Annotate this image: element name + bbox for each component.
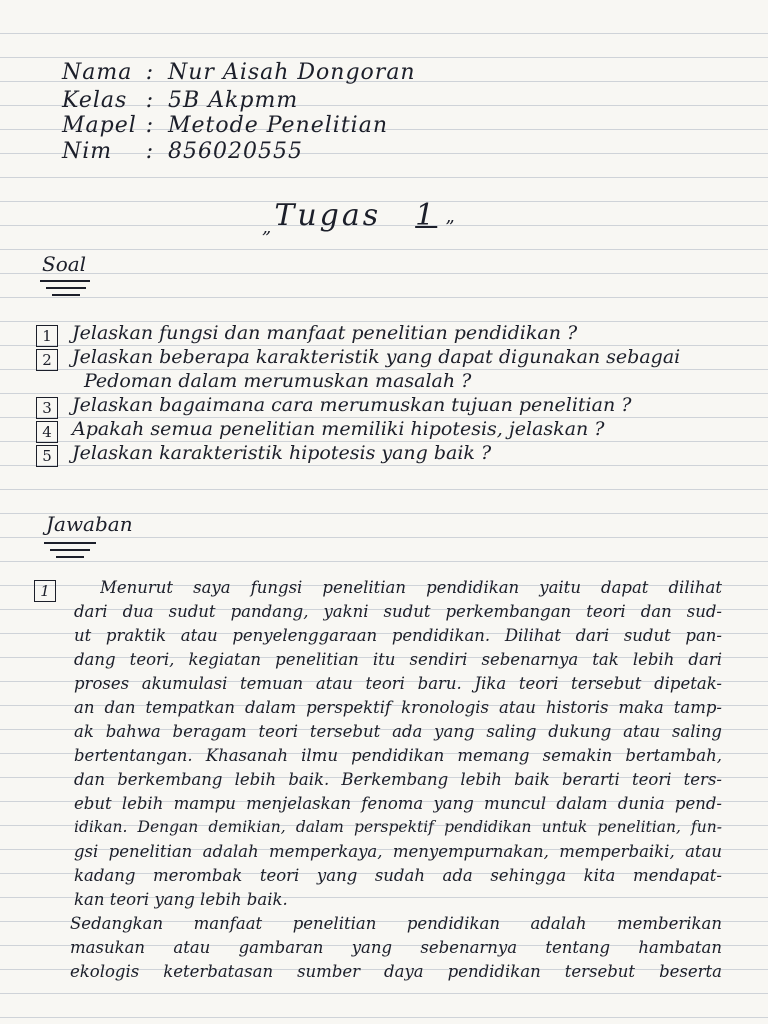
- question-text: Jelaskan fungsi dan manfaat penelitian pendidikan ?: [72, 322, 578, 344]
- soal-heading: Soal: [42, 252, 87, 276]
- header-mapel-row: [62, 113, 388, 139]
- mapel-value: Metode Penelitian: [168, 113, 388, 138]
- soal-underline: [46, 287, 86, 289]
- question-number-box: 4: [36, 421, 58, 443]
- jawaban-underline: [56, 556, 84, 558]
- nim-value: 856020555: [168, 139, 303, 164]
- question-item: [36, 442, 491, 467]
- answer-line: kan teori yang lebih baik.: [74, 890, 288, 909]
- question-text: Jelaskan karakteristik hipotesis yang baik ?: [72, 442, 492, 464]
- answer-line: ekologis keterbatasan sumber daya pendidikan tersebut beserta: [70, 962, 722, 981]
- title-number: 1: [415, 198, 438, 233]
- question-number-box: 3: [36, 397, 58, 419]
- answer-line: idikan. Dengan demikian, dalam perspektif pendidikan untuk penelitian, fun-: [74, 818, 722, 836]
- answer-line: gsi penelitian adalah memperkaya, menyempurnakan, memperbaiki, atau: [74, 842, 722, 861]
- question-number-box: 5: [36, 445, 58, 467]
- question-item: [36, 418, 604, 443]
- question-number-box: 2: [36, 349, 58, 371]
- nama-value: Nur Aisah Dongoran: [168, 60, 416, 85]
- answer-line: dan berkembang lebih baik. Berkembang lebih baik berarti teori ters-: [74, 770, 722, 789]
- answer-line: Sedangkan manfaat penelitian pendidikan adalah memberikan: [70, 914, 722, 933]
- answer-number-box: 1: [34, 580, 56, 602]
- answer-line: dang teori, kegiatan penelitian itu sendiri sebenarnya tak lebih dari: [74, 650, 722, 669]
- answer-line: kadang merombak teori yang sudah ada sehingga kita mendapat-: [74, 866, 722, 885]
- answer-line: ebut lebih mampu menjelaskan fenoma yang muncul dalam dunia pend-: [74, 794, 722, 813]
- question-text: Apakah semua penelitian memiliki hipotesis, jelaskan ?: [72, 418, 605, 440]
- page-title: [262, 198, 457, 238]
- title-close-quote: ”: [445, 217, 458, 238]
- answer-line: ak bahwa beragam teori tersebut ada yang saling dukung atau saling: [74, 722, 722, 741]
- answer-line: Menurut saya fungsi penelitian pendidikan yaitu dapat dilihat: [100, 578, 722, 597]
- answer-line: proses akumulasi temuan atau teori baru. Jika teori tersebut dipetak-: [74, 674, 722, 693]
- nama-label: Nama: [62, 60, 133, 85]
- question-text-continued: Pedoman dalam merumuskan masalah ?: [84, 370, 472, 392]
- kelas-value: 5B Akpmm: [168, 88, 299, 113]
- question-number-box: 1: [36, 325, 58, 347]
- question-item: [36, 394, 631, 419]
- question-item: [36, 322, 577, 347]
- soal-underline: [52, 294, 80, 296]
- header-nama-row: [62, 60, 416, 86]
- separator: :: [145, 88, 155, 113]
- question-text: Jelaskan beberapa karakteristik yang dapat digunakan sebagai: [72, 346, 681, 368]
- answer-line: dari dua sudut pandang, yakni sudut perkembangan teori dan sud-: [74, 602, 722, 621]
- title-open-quote: „: [262, 217, 275, 238]
- header-kelas-row: [62, 88, 298, 114]
- jawaban-underline: [44, 542, 96, 544]
- jawaban-heading: Jawaban: [46, 512, 133, 536]
- kelas-label: Kelas: [62, 88, 128, 113]
- question-item: [36, 346, 680, 371]
- title-text: Tugas: [274, 198, 382, 233]
- header-nim-row: [62, 139, 303, 165]
- answer-line: bertentangan. Khasanah ilmu pendidikan memang semakin bertambah,: [74, 746, 722, 765]
- separator: :: [145, 139, 155, 164]
- question-text: Jelaskan bagaimana cara merumuskan tujuan penelitian ?: [72, 394, 632, 416]
- jawaban-underline: [50, 549, 90, 551]
- answer-line: an dan tempatkan dalam perspektif kronologis atau historis maka tamp-: [74, 698, 722, 717]
- soal-underline: [40, 280, 90, 282]
- separator: :: [145, 113, 155, 138]
- nim-label: Nim: [62, 139, 113, 164]
- separator: :: [145, 60, 155, 85]
- answer-line: masukan atau gambaran yang sebenarnya tentang hambatan: [70, 938, 722, 957]
- mapel-label: Mapel: [62, 113, 137, 138]
- answer-line: ut praktik atau penyelenggaraan pendidikan. Dilihat dari sudut pan-: [74, 626, 722, 645]
